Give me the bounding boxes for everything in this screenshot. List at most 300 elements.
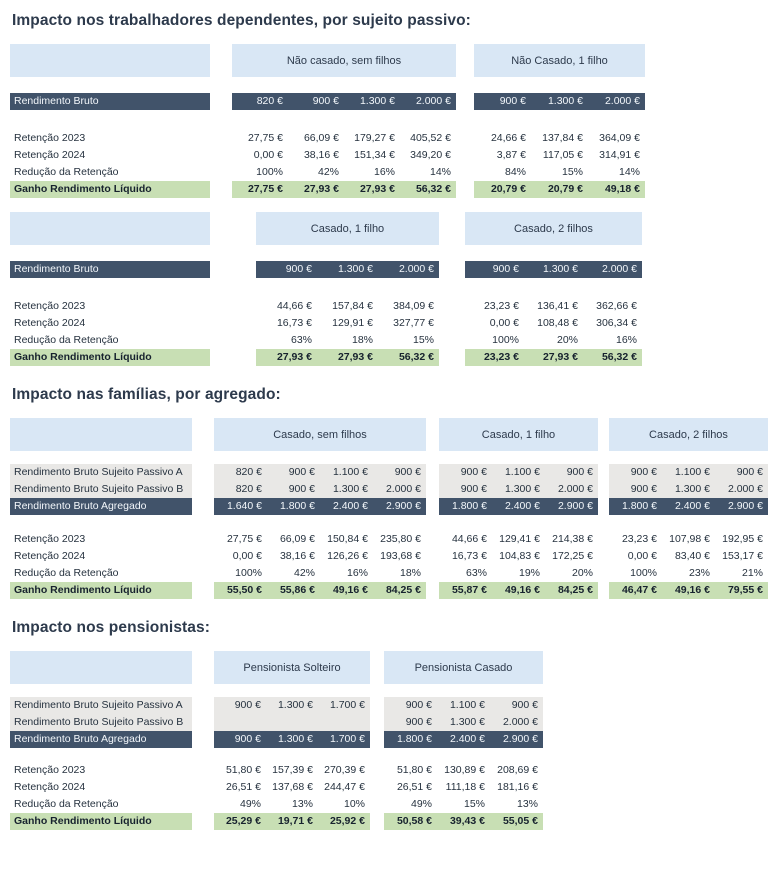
value-cell: 23,23 € — [621, 533, 657, 545]
value-cell: 24,66 € — [490, 132, 526, 144]
column-group-header: Casado, 2 filhos — [465, 212, 642, 245]
value-cell: 235,80 € — [380, 533, 421, 545]
value-cell: 270,39 € — [324, 764, 365, 776]
column-group-header: Casado, 2 filhos — [609, 418, 768, 451]
value-cell: 349,20 € — [410, 149, 451, 161]
value-cell: 100% — [630, 567, 657, 579]
value-cell: 10% — [343, 798, 365, 810]
vertical-spacer — [474, 110, 645, 130]
value-table — [214, 651, 370, 830]
row-label-column — [10, 418, 192, 599]
value-row-ganho — [465, 349, 642, 366]
value-row-bruto — [256, 261, 439, 278]
value-cell: 38,16 € — [279, 550, 315, 562]
value-row-brutoA — [384, 697, 543, 714]
value-row-reducao — [214, 565, 426, 582]
value-row-brutoA — [214, 697, 370, 714]
value-row-brutoA — [214, 464, 426, 481]
value-row-brutoB — [384, 714, 543, 731]
value-cell: 27,75 € — [226, 533, 262, 545]
value-cell: 2.000 € — [415, 95, 451, 107]
value-cell: 1.300 € — [359, 95, 395, 107]
value-cell: 84% — [504, 166, 526, 178]
value-cell: 20% — [556, 334, 578, 346]
value-cell: 18% — [351, 334, 373, 346]
value-cell: 49,16 € — [674, 584, 710, 596]
value-cell: 63% — [465, 567, 487, 579]
value-cell: 820 € — [256, 95, 283, 107]
value-cell: 1.100 € — [504, 466, 540, 478]
value-cell: 2.900 € — [385, 500, 421, 512]
value-cell: 111,18 € — [445, 781, 485, 793]
value-row-ganho — [214, 582, 426, 599]
value-cell: 27,93 € — [337, 351, 373, 363]
value-cell: 2.000 € — [727, 483, 763, 495]
value-cell: 362,66 € — [596, 300, 637, 312]
value-cell: 1.700 € — [329, 733, 365, 745]
value-cell: 14% — [618, 166, 640, 178]
value-cell: 1.100 € — [449, 699, 485, 711]
value-row-agregado — [214, 731, 370, 748]
value-cell: 1.100 € — [332, 466, 368, 478]
value-cell: 384,09 € — [393, 300, 434, 312]
value-cell: 108,48 € — [537, 317, 578, 329]
value-cell: 820 € — [235, 483, 262, 495]
row-label-ret2024: Retenção 2024 — [14, 781, 86, 793]
value-row-ret2024 — [214, 779, 370, 796]
value-cell: 56,32 € — [601, 351, 637, 363]
section-title: Impacto nos pensionistas: — [12, 619, 211, 636]
row-label-bruto: Rendimento Bruto — [10, 261, 210, 278]
value-cell: 1.800 € — [396, 733, 432, 745]
value-cell: 137,68 € — [272, 781, 313, 793]
vertical-spacer — [10, 748, 192, 762]
table-block — [10, 44, 768, 198]
value-cell: 107,98 € — [669, 533, 710, 545]
vertical-spacer — [256, 278, 439, 298]
value-cell: 1.300 € — [449, 716, 485, 728]
table-block — [10, 212, 768, 366]
vertical-spacer — [465, 278, 642, 298]
value-cell: 27,93 € — [276, 351, 312, 363]
value-row-ganho — [474, 181, 645, 198]
row-label-ret2024: Retenção 2024 — [14, 149, 86, 161]
value-cell: 1.800 € — [451, 500, 487, 512]
value-row-brutoB — [609, 481, 768, 498]
value-cell: 117,05 € — [542, 149, 583, 161]
value-row-ret2024 — [439, 548, 598, 565]
value-cell: 26,51 € — [225, 781, 261, 793]
value-cell: 181,16 € — [497, 781, 538, 793]
value-cell: 25,92 € — [329, 815, 365, 827]
value-cell: 1.300 € — [277, 733, 313, 745]
value-cell: 193,68 € — [380, 550, 421, 562]
value-cell: 2.000 € — [601, 263, 637, 275]
value-row-reducao — [384, 796, 543, 813]
value-row-reducao — [232, 164, 456, 181]
value-cell: 100% — [256, 166, 283, 178]
value-row-bruto — [465, 261, 642, 278]
row-label-brutoA: Rendimento Bruto Sujeito Passivo A — [10, 697, 192, 714]
value-cell: 900 € — [285, 263, 312, 275]
value-cell: 16,73 € — [276, 317, 312, 329]
vertical-spacer — [214, 515, 426, 531]
row-label-agregado: Rendimento Bruto Agregado — [10, 498, 192, 515]
value-cell: 42% — [317, 166, 339, 178]
value-cell: 364,09 € — [599, 132, 640, 144]
value-row-agregado — [439, 498, 598, 515]
column-group-header: Pensionista Solteiro — [214, 651, 370, 684]
vertical-spacer — [10, 245, 210, 261]
vertical-spacer — [10, 77, 210, 93]
value-cell: 900 € — [499, 95, 526, 107]
value-row-reducao — [465, 332, 642, 349]
value-cell: 314,91 € — [599, 149, 640, 161]
value-cell: 900 € — [288, 466, 315, 478]
value-cell: 157,84 € — [332, 300, 373, 312]
value-row-bruto — [474, 93, 645, 110]
value-cell: 150,84 € — [327, 533, 368, 545]
value-cell: 900 € — [630, 466, 657, 478]
value-cell: 2.900 € — [727, 500, 763, 512]
value-cell: 1.300 € — [504, 483, 540, 495]
table-block — [10, 418, 768, 599]
row-label-ret2023: Retenção 2023 — [14, 764, 86, 776]
value-cell: 1.640 € — [226, 500, 262, 512]
value-table — [214, 418, 426, 599]
value-cell: 46,47 € — [621, 584, 657, 596]
value-cell: 79,55 € — [727, 584, 763, 596]
vertical-spacer — [10, 684, 192, 697]
row-label-ganho: Ganho Rendimento Líquido — [10, 349, 210, 366]
value-row-bruto — [232, 93, 456, 110]
value-table — [609, 418, 768, 599]
value-row-brutoA — [609, 464, 768, 481]
value-cell: 900 € — [394, 466, 421, 478]
value-cell: 1.100 € — [674, 466, 710, 478]
value-row-ret2023 — [439, 531, 598, 548]
row-label-column — [10, 651, 192, 830]
value-cell: 20,79 € — [547, 183, 583, 195]
value-cell: 84,25 € — [557, 584, 593, 596]
value-cell: 100% — [235, 567, 262, 579]
row-label-ganho: Ganho Rendimento Líquido — [10, 813, 192, 830]
vertical-spacer — [10, 451, 192, 464]
section-trabalhadores — [10, 12, 768, 366]
value-row-ret2024 — [474, 147, 645, 164]
vertical-spacer — [214, 684, 370, 697]
value-cell: 2.900 € — [502, 733, 538, 745]
value-cell: 151,34 € — [354, 149, 395, 161]
value-cell: 25,29 € — [225, 815, 261, 827]
vertical-spacer — [465, 245, 642, 261]
value-cell: 2.000 € — [502, 716, 538, 728]
value-cell: 16% — [615, 334, 637, 346]
value-cell: 0,00 € — [253, 149, 283, 161]
row-label-ganho: Ganho Rendimento Líquido — [10, 582, 192, 599]
value-row-agregado — [609, 498, 768, 515]
column-group-header: Casado, sem filhos — [214, 418, 426, 451]
value-cell: 900 € — [460, 466, 487, 478]
value-row-ganho — [214, 813, 370, 830]
row-label-ganho: Ganho Rendimento Líquido — [10, 181, 210, 198]
value-cell: 19% — [518, 567, 540, 579]
value-cell: 1.700 € — [329, 699, 365, 711]
value-cell: 23,23 € — [483, 300, 519, 312]
value-cell: 15% — [561, 166, 583, 178]
header-band-blank — [10, 44, 210, 77]
value-cell: 21% — [741, 567, 763, 579]
header-band-blank — [10, 418, 192, 451]
value-cell: 172,25 € — [552, 550, 593, 562]
value-cell: 900 € — [460, 483, 487, 495]
value-table — [439, 418, 598, 599]
row-label-bruto: Rendimento Bruto — [10, 93, 210, 110]
value-cell: 44,66 € — [451, 533, 487, 545]
value-cell: 44,66 € — [276, 300, 312, 312]
value-row-reducao — [474, 164, 645, 181]
table-block — [10, 651, 768, 830]
value-table — [465, 212, 642, 366]
value-cell: 153,17 € — [722, 550, 763, 562]
value-cell: 20,79 € — [490, 183, 526, 195]
value-row-ret2023 — [474, 130, 645, 147]
value-cell: 56,32 € — [398, 351, 434, 363]
value-row-ret2024 — [232, 147, 456, 164]
value-row-ganho — [384, 813, 543, 830]
vertical-spacer — [384, 684, 543, 697]
value-cell: 900 € — [630, 483, 657, 495]
value-cell: 157,39 € — [272, 764, 313, 776]
value-cell: 20% — [571, 567, 593, 579]
column-group-header: Não Casado, 1 filho — [474, 44, 645, 77]
value-row-brutoB — [439, 481, 598, 498]
value-cell: 42% — [293, 567, 315, 579]
value-cell: 2.400 € — [332, 500, 368, 512]
vertical-spacer — [10, 278, 210, 298]
value-cell: 18% — [399, 567, 421, 579]
value-cell: 84,25 € — [385, 584, 421, 596]
value-table — [384, 651, 543, 830]
value-cell: 2.400 € — [504, 500, 540, 512]
value-table — [232, 44, 456, 198]
value-table — [256, 212, 439, 366]
value-cell: 1.300 € — [337, 263, 373, 275]
value-cell: 16,73 € — [451, 550, 487, 562]
value-cell: 208,69 € — [497, 764, 538, 776]
value-cell: 900 € — [511, 699, 538, 711]
value-cell: 327,77 € — [393, 317, 434, 329]
value-row-ret2023 — [214, 762, 370, 779]
value-cell: 900 € — [492, 263, 519, 275]
value-cell: 15% — [412, 334, 434, 346]
value-row-brutoB — [214, 714, 370, 731]
value-cell: 137,84 € — [542, 132, 583, 144]
value-cell: 55,86 € — [279, 584, 315, 596]
value-cell: 13% — [516, 798, 538, 810]
value-cell: 1.800 € — [621, 500, 657, 512]
value-cell: 136,41 € — [537, 300, 578, 312]
value-cell: 2.000 € — [557, 483, 593, 495]
value-cell: 306,34 € — [596, 317, 637, 329]
header-band-blank — [10, 651, 192, 684]
row-label-ret2024: Retenção 2024 — [14, 317, 86, 329]
value-cell: 1.300 € — [547, 95, 583, 107]
value-cell: 27,93 € — [303, 183, 339, 195]
value-row-reducao — [439, 565, 598, 582]
value-row-agregado — [214, 498, 426, 515]
section-title: Impacto nas famílias, por agregado: — [12, 386, 281, 403]
value-cell: 900 € — [288, 483, 315, 495]
value-cell: 38,16 € — [303, 149, 339, 161]
value-cell: 2.000 € — [604, 95, 640, 107]
column-group-header: Casado, 1 filho — [256, 212, 439, 245]
value-cell: 900 € — [312, 95, 339, 107]
value-cell: 405,52 € — [410, 132, 451, 144]
value-cell: 1.300 € — [277, 699, 313, 711]
value-cell: 900 € — [234, 733, 261, 745]
value-cell: 2.000 € — [385, 483, 421, 495]
value-cell: 900 € — [234, 699, 261, 711]
value-row-ret2023 — [609, 531, 768, 548]
value-row-ret2023 — [214, 531, 426, 548]
value-row-ret2023 — [232, 130, 456, 147]
value-cell: 55,87 € — [451, 584, 487, 596]
value-cell: 55,50 € — [226, 584, 262, 596]
row-label-column — [10, 44, 210, 198]
column-group-header: Pensionista Casado — [384, 651, 543, 684]
value-row-ret2023 — [465, 298, 642, 315]
row-label-reducao: Redução da Retenção — [14, 334, 119, 346]
value-row-agregado — [384, 731, 543, 748]
value-cell: 51,80 € — [225, 764, 261, 776]
value-cell: 19,71 € — [277, 815, 313, 827]
row-label-reducao: Redução da Retenção — [14, 798, 119, 810]
value-cell: 49,18 € — [604, 183, 640, 195]
value-cell: 56,32 € — [415, 183, 451, 195]
vertical-spacer — [439, 515, 598, 531]
value-cell: 129,91 € — [332, 317, 373, 329]
vertical-spacer — [10, 515, 192, 531]
vertical-spacer — [232, 110, 456, 130]
value-cell: 244,47 € — [324, 781, 365, 793]
value-cell: 26,51 € — [396, 781, 432, 793]
value-cell: 0,00 € — [232, 550, 262, 562]
row-label-column — [10, 212, 210, 366]
value-row-ganho — [609, 582, 768, 599]
value-row-reducao — [609, 565, 768, 582]
row-label-brutoB: Rendimento Bruto Sujeito Passivo B — [10, 481, 192, 498]
value-cell: 126,26 € — [327, 550, 368, 562]
row-label-brutoA: Rendimento Bruto Sujeito Passivo A — [10, 464, 192, 481]
value-cell: 1.300 € — [542, 263, 578, 275]
value-cell: 2.900 € — [557, 500, 593, 512]
value-cell: 63% — [290, 334, 312, 346]
value-cell: 2.400 € — [674, 500, 710, 512]
value-cell: 129,41 € — [499, 533, 540, 545]
value-cell: 900 € — [736, 466, 763, 478]
value-cell: 192,95 € — [722, 533, 763, 545]
value-cell: 1.800 € — [279, 500, 315, 512]
row-label-brutoB: Rendimento Bruto Sujeito Passivo B — [10, 714, 192, 731]
value-row-ret2024 — [256, 315, 439, 332]
value-cell: 13% — [291, 798, 313, 810]
value-cell: 50,58 € — [396, 815, 432, 827]
value-cell: 100% — [492, 334, 519, 346]
vertical-spacer — [214, 451, 426, 464]
row-label-ret2023: Retenção 2023 — [14, 132, 86, 144]
value-cell: 900 € — [405, 716, 432, 728]
vertical-spacer — [384, 748, 543, 762]
value-cell: 2.400 € — [449, 733, 485, 745]
value-row-ret2023 — [256, 298, 439, 315]
value-cell: 104,83 € — [499, 550, 540, 562]
vertical-spacer — [609, 515, 768, 531]
value-cell: 3,87 € — [496, 149, 526, 161]
header-band-blank — [10, 212, 210, 245]
value-cell: 179,27 € — [354, 132, 395, 144]
value-row-ret2023 — [384, 762, 543, 779]
value-row-ret2024 — [465, 315, 642, 332]
value-cell: 66,09 € — [279, 533, 315, 545]
vertical-spacer — [214, 748, 370, 762]
value-row-brutoA — [439, 464, 598, 481]
value-cell: 0,00 € — [627, 550, 657, 562]
value-cell: 27,75 € — [247, 183, 283, 195]
column-group-header: Casado, 1 filho — [439, 418, 598, 451]
value-cell: 27,93 € — [359, 183, 395, 195]
value-cell: 1.300 € — [674, 483, 710, 495]
value-cell: 49,16 € — [504, 584, 540, 596]
row-label-ret2023: Retenção 2023 — [14, 300, 86, 312]
value-cell: 23% — [688, 567, 710, 579]
row-label-agregado: Rendimento Bruto Agregado — [10, 731, 192, 748]
value-row-ganho — [256, 349, 439, 366]
value-cell: 27,75 € — [247, 132, 283, 144]
value-cell: 130,89 € — [444, 764, 485, 776]
value-cell: 23,23 € — [483, 351, 519, 363]
value-cell: 820 € — [235, 466, 262, 478]
vertical-spacer — [256, 245, 439, 261]
value-cell: 51,80 € — [396, 764, 432, 776]
value-cell: 49,16 € — [332, 584, 368, 596]
row-label-reducao: Redução da Retenção — [14, 166, 119, 178]
value-cell: 15% — [463, 798, 485, 810]
value-row-reducao — [256, 332, 439, 349]
value-cell: 2.000 € — [398, 263, 434, 275]
value-cell: 83,40 € — [674, 550, 710, 562]
column-group-header: Não casado, sem filhos — [232, 44, 456, 77]
value-row-brutoB — [214, 481, 426, 498]
row-label-ret2024: Retenção 2024 — [14, 550, 86, 562]
value-cell: 16% — [346, 567, 368, 579]
vertical-spacer — [10, 110, 210, 130]
value-cell: 39,43 € — [449, 815, 485, 827]
value-cell: 49% — [410, 798, 432, 810]
vertical-spacer — [474, 77, 645, 93]
section-familias — [10, 386, 768, 599]
vertical-spacer — [609, 451, 768, 464]
vertical-spacer — [439, 451, 598, 464]
value-row-ganho — [439, 582, 598, 599]
value-cell: 1.300 € — [332, 483, 368, 495]
value-row-ret2024 — [384, 779, 543, 796]
value-row-ret2024 — [214, 548, 426, 565]
row-label-ret2023: Retenção 2023 — [14, 533, 86, 545]
value-cell: 0,00 € — [489, 317, 519, 329]
value-cell: 55,05 € — [502, 815, 538, 827]
value-cell: 214,38 € — [552, 533, 593, 545]
